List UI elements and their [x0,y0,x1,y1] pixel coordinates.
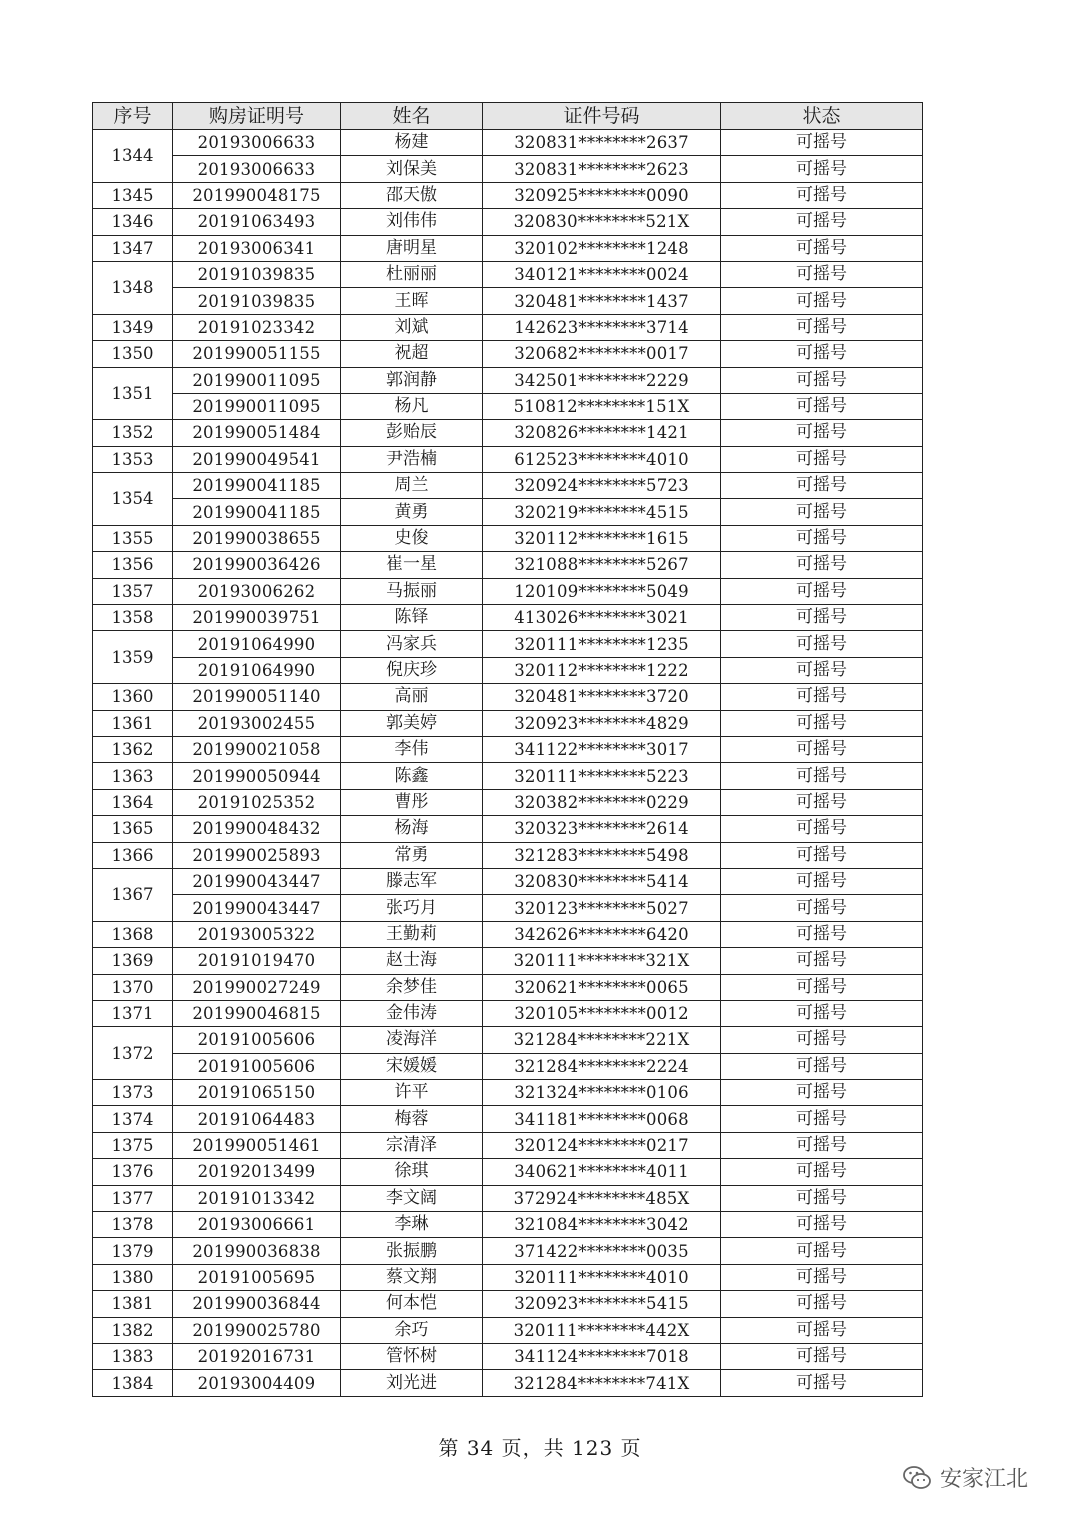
header-seq: 序号 [93,103,173,130]
cell-seq: 1352 [93,420,173,446]
table-row [93,895,923,921]
cell-status: 可摇号 [721,816,923,842]
cell-name: 李伟 [341,736,483,762]
cell-name: 祝超 [341,341,483,367]
cell-seq: 1347 [93,235,173,261]
cell-status: 可摇号 [721,473,923,499]
cell-id-number: 320111********4010 [483,1264,721,1290]
cell-name: 陈鑫 [341,763,483,789]
cell-name: 余巧 [341,1317,483,1343]
cell-id-number: 320831********2637 [483,130,721,156]
table-row [93,842,923,868]
cell-cert-no: 20191065150 [173,1080,341,1106]
cell-status: 可摇号 [721,1132,923,1158]
cell-name: 史俊 [341,525,483,551]
cell-seq: 1363 [93,763,173,789]
cell-id-number: 320111********1235 [483,631,721,657]
table-row [93,1053,923,1079]
cell-name: 赵士海 [341,948,483,974]
cell-id-number: 320105********0012 [483,1000,721,1026]
cell-cert-no: 20191023342 [173,314,341,340]
cell-seq: 1381 [93,1291,173,1317]
table-row [93,525,923,551]
cell-id-number: 320382********0229 [483,789,721,815]
cell-status: 可摇号 [721,684,923,710]
cell-name: 郭润静 [341,367,483,393]
cell-cert-no: 20193006633 [173,156,341,182]
table-row [93,1291,923,1317]
cell-seq: 1355 [93,525,173,551]
cell-name: 王晖 [341,288,483,314]
cell-seq: 1367 [93,868,173,921]
cell-status: 可摇号 [721,341,923,367]
cell-name: 凌海洋 [341,1027,483,1053]
cell-name: 尹浩楠 [341,446,483,472]
cell-status: 可摇号 [721,605,923,631]
table-body [93,130,923,1397]
cell-id-number: 612523********4010 [483,446,721,472]
cell-seq: 1353 [93,446,173,472]
table-row [93,235,923,261]
cell-cert-no: 20191025352 [173,789,341,815]
cell-name: 刘斌 [341,314,483,340]
table-row [93,367,923,393]
table-row [93,209,923,235]
table-row [93,948,923,974]
table-row [93,1080,923,1106]
table-row [93,314,923,340]
cell-seq: 1376 [93,1159,173,1185]
cell-status: 可摇号 [721,1106,923,1132]
table-row [93,763,923,789]
cell-status: 可摇号 [721,736,923,762]
header-name: 姓名 [341,103,483,130]
cell-cert-no: 20193002455 [173,710,341,736]
cell-status: 可摇号 [721,314,923,340]
cell-name: 曹彤 [341,789,483,815]
cell-seq: 1384 [93,1370,173,1396]
cell-name: 杜丽丽 [341,261,483,287]
wechat-icon [902,1465,932,1491]
cell-id-number: 321324********0106 [483,1080,721,1106]
table-row [93,631,923,657]
cell-cert-no: 201990021058 [173,736,341,762]
table-row [93,736,923,762]
cell-cert-no: 201990046815 [173,1000,341,1026]
cell-seq: 1365 [93,816,173,842]
cell-status: 可摇号 [721,209,923,235]
cell-status: 可摇号 [721,1027,923,1053]
cell-cert-no: 201990011095 [173,367,341,393]
table-row [93,1106,923,1132]
table-row [93,393,923,419]
table-row [93,130,923,156]
cell-status: 可摇号 [721,261,923,287]
cell-seq: 1373 [93,1080,173,1106]
cell-cert-no: 201990038655 [173,525,341,551]
cell-name: 张巧月 [341,895,483,921]
cell-name: 黄勇 [341,499,483,525]
cell-name: 梅蓉 [341,1106,483,1132]
cell-status: 可摇号 [721,288,923,314]
cell-status: 可摇号 [721,1212,923,1238]
cell-status: 可摇号 [721,1370,923,1396]
cell-id-number: 320219********4515 [483,499,721,525]
cell-cert-no: 20191039835 [173,288,341,314]
cell-id-number: 321284********2224 [483,1053,721,1079]
cell-id-number: 320481********1437 [483,288,721,314]
cell-cert-no: 201990036838 [173,1238,341,1264]
table-row [93,605,923,631]
cell-name: 马振丽 [341,578,483,604]
cell-seq: 1345 [93,182,173,208]
cell-cert-no: 20191005695 [173,1264,341,1290]
cell-name: 杨建 [341,130,483,156]
cell-id-number: 321088********5267 [483,552,721,578]
cell-cert-no: 20191013342 [173,1185,341,1211]
cell-name: 崔一星 [341,552,483,578]
cell-name: 唐明星 [341,235,483,261]
cell-name: 王勤莉 [341,921,483,947]
table-row [93,182,923,208]
table-row [93,446,923,472]
cell-id-number: 342626********6420 [483,921,721,947]
cell-cert-no: 201990011095 [173,393,341,419]
cell-id-number: 371422********0035 [483,1238,721,1264]
cell-cert-no: 201990027249 [173,974,341,1000]
cell-name: 余梦佳 [341,974,483,1000]
cell-id-number: 413026********3021 [483,605,721,631]
cell-status: 可摇号 [721,763,923,789]
cell-status: 可摇号 [721,525,923,551]
table-row [93,1238,923,1264]
cell-name: 陈铎 [341,605,483,631]
cell-name: 李琳 [341,1212,483,1238]
cell-cert-no: 20193004409 [173,1370,341,1396]
cell-id-number: 342501********2229 [483,367,721,393]
cell-id-number: 320830********521X [483,209,721,235]
cell-id-number: 320102********1248 [483,235,721,261]
cell-cert-no: 201990051461 [173,1132,341,1158]
cell-cert-no: 20193006341 [173,235,341,261]
cell-id-number: 320924********5723 [483,473,721,499]
table-row [93,261,923,287]
cell-id-number: 320111********442X [483,1317,721,1343]
cell-seq: 1371 [93,1000,173,1026]
cell-status: 可摇号 [721,552,923,578]
cell-seq: 1370 [93,974,173,1000]
cell-id-number: 320830********5414 [483,868,721,894]
cell-seq: 1356 [93,552,173,578]
cell-seq: 1360 [93,684,173,710]
cell-name: 高丽 [341,684,483,710]
cell-status: 可摇号 [721,921,923,947]
cell-cert-no: 20191005606 [173,1027,341,1053]
cell-name: 李文阔 [341,1185,483,1211]
cell-status: 可摇号 [721,446,923,472]
cell-cert-no: 201990025780 [173,1317,341,1343]
cell-name: 杨凡 [341,393,483,419]
cell-cert-no: 20193005322 [173,921,341,947]
cell-cert-no: 20191064990 [173,657,341,683]
cell-status: 可摇号 [721,974,923,1000]
cell-cert-no: 201990049541 [173,446,341,472]
cell-id-number: 320323********2614 [483,816,721,842]
cell-id-number: 321284********221X [483,1027,721,1053]
cell-name: 常勇 [341,842,483,868]
cell-seq: 1383 [93,1343,173,1369]
cell-name: 刘伟伟 [341,209,483,235]
cell-cert-no: 20191064483 [173,1106,341,1132]
cell-status: 可摇号 [721,1291,923,1317]
cell-seq: 1374 [93,1106,173,1132]
cell-seq: 1348 [93,261,173,314]
cell-name: 徐琪 [341,1159,483,1185]
cell-name: 冯家兵 [341,631,483,657]
cell-status: 可摇号 [721,895,923,921]
cell-status: 可摇号 [721,1185,923,1211]
table-row [93,1000,923,1026]
cell-cert-no: 201990036844 [173,1291,341,1317]
cell-cert-no: 20193006633 [173,130,341,156]
cell-name: 宗清泽 [341,1132,483,1158]
cell-cert-no: 20193006661 [173,1212,341,1238]
cell-cert-no: 201990041185 [173,499,341,525]
cell-status: 可摇号 [721,578,923,604]
cell-seq: 1364 [93,789,173,815]
cell-seq: 1378 [93,1212,173,1238]
cell-name: 周兰 [341,473,483,499]
cell-name: 管怀树 [341,1343,483,1369]
cell-name: 倪庆珍 [341,657,483,683]
cell-id-number: 320925********0090 [483,182,721,208]
cell-status: 可摇号 [721,1343,923,1369]
cell-id-number: 320831********2623 [483,156,721,182]
cell-status: 可摇号 [721,948,923,974]
table-row [93,1343,923,1369]
cell-seq: 1361 [93,710,173,736]
cell-seq: 1344 [93,130,173,183]
cell-id-number: 321283********5498 [483,842,721,868]
cell-cert-no: 201990039751 [173,605,341,631]
table-row [93,1159,923,1185]
cell-id-number: 320621********0065 [483,974,721,1000]
cell-status: 可摇号 [721,657,923,683]
cell-name: 张振鹏 [341,1238,483,1264]
cell-cert-no: 201990043447 [173,868,341,894]
cell-seq: 1354 [93,473,173,526]
watermark-text: 安家江北 [940,1467,1029,1492]
cell-id-number: 320481********3720 [483,684,721,710]
cell-id-number: 321084********3042 [483,1212,721,1238]
cell-id-number: 320123********5027 [483,895,721,921]
table-row [93,1370,923,1396]
table-row [93,341,923,367]
cell-id-number: 320112********1222 [483,657,721,683]
cell-id-number: 320826********1421 [483,420,721,446]
cell-name: 邵天傲 [341,182,483,208]
cell-id-number: 340621********4011 [483,1159,721,1185]
cell-cert-no: 20191039835 [173,261,341,287]
header-id-number: 证件号码 [483,103,721,130]
header-cert-no: 购房证明号 [173,103,341,130]
cell-status: 可摇号 [721,1238,923,1264]
cell-name: 蔡文翔 [341,1264,483,1290]
table-row [93,499,923,525]
cell-id-number: 320923********4829 [483,710,721,736]
cell-id-number: 321284********741X [483,1370,721,1396]
cell-id-number: 320124********0217 [483,1132,721,1158]
table-row [93,868,923,894]
cell-name: 郭美婷 [341,710,483,736]
cell-name: 刘光进 [341,1370,483,1396]
cell-status: 可摇号 [721,367,923,393]
cell-cert-no: 201990043447 [173,895,341,921]
cell-name: 杨海 [341,816,483,842]
cell-id-number: 320111********321X [483,948,721,974]
cell-status: 可摇号 [721,130,923,156]
cell-status: 可摇号 [721,710,923,736]
table-row [93,974,923,1000]
table-row [93,1027,923,1053]
cell-cert-no: 201990036426 [173,552,341,578]
cell-status: 可摇号 [721,842,923,868]
cell-name: 何本恺 [341,1291,483,1317]
cell-seq: 1382 [93,1317,173,1343]
cell-cert-no: 201990041185 [173,473,341,499]
cell-cert-no: 201990051155 [173,341,341,367]
table-row [93,684,923,710]
cell-id-number: 320682********0017 [483,341,721,367]
cell-name: 宋媛媛 [341,1053,483,1079]
cell-id-number: 341122********3017 [483,736,721,762]
cell-seq: 1362 [93,736,173,762]
table-row [93,789,923,815]
table-row [93,552,923,578]
cell-status: 可摇号 [721,420,923,446]
table-row [93,1185,923,1211]
cell-seq: 1379 [93,1238,173,1264]
table-header-row [93,103,923,130]
cell-cert-no: 201990050944 [173,763,341,789]
cell-id-number: 341124********7018 [483,1343,721,1369]
cell-status: 可摇号 [721,182,923,208]
cell-seq: 1368 [93,921,173,947]
cell-seq: 1369 [93,948,173,974]
cell-cert-no: 201990051140 [173,684,341,710]
cell-status: 可摇号 [721,1159,923,1185]
cell-cert-no: 20191064990 [173,631,341,657]
cell-seq: 1357 [93,578,173,604]
table-row [93,473,923,499]
header-status: 状态 [721,103,923,130]
cell-cert-no: 20191005606 [173,1053,341,1079]
cell-cert-no: 201990048175 [173,182,341,208]
cell-status: 可摇号 [721,1264,923,1290]
cell-status: 可摇号 [721,1053,923,1079]
cell-id-number: 320111********5223 [483,763,721,789]
cell-id-number: 320112********1615 [483,525,721,551]
cell-cert-no: 201990025893 [173,842,341,868]
cell-status: 可摇号 [721,1317,923,1343]
cell-seq: 1366 [93,842,173,868]
cell-seq: 1350 [93,341,173,367]
table-row [93,420,923,446]
cell-cert-no: 201990048432 [173,816,341,842]
cell-seq: 1375 [93,1132,173,1158]
cell-cert-no: 20193006262 [173,578,341,604]
cell-cert-no: 20191063493 [173,209,341,235]
cell-id-number: 341181********0068 [483,1106,721,1132]
cell-cert-no: 20191019470 [173,948,341,974]
table-row [93,921,923,947]
cell-cert-no: 20192016731 [173,1343,341,1369]
cell-name: 滕志军 [341,868,483,894]
cell-status: 可摇号 [721,393,923,419]
cell-seq: 1358 [93,605,173,631]
cell-cert-no: 201990051484 [173,420,341,446]
cell-id-number: 510812********151X [483,393,721,419]
cell-id-number: 340121********0024 [483,261,721,287]
table-row [93,657,923,683]
page-number: 第 34 页，共 123 页 [438,1436,642,1460]
table-row [93,816,923,842]
cell-name: 彭贻辰 [341,420,483,446]
cell-seq: 1349 [93,314,173,340]
cell-seq: 1380 [93,1264,173,1290]
table-row [93,710,923,736]
cell-cert-no: 20192013499 [173,1159,341,1185]
cell-status: 可摇号 [721,235,923,261]
watermark [902,1462,1028,1493]
housing-lottery-table [92,102,923,1397]
cell-seq: 1372 [93,1027,173,1080]
cell-seq: 1377 [93,1185,173,1211]
cell-name: 刘保美 [341,156,483,182]
cell-name: 许平 [341,1080,483,1106]
cell-status: 可摇号 [721,789,923,815]
table-row [93,156,923,182]
cell-name: 金伟涛 [341,1000,483,1026]
table-row [93,1264,923,1290]
table-row [93,1317,923,1343]
cell-status: 可摇号 [721,1000,923,1026]
cell-id-number: 142623********3714 [483,314,721,340]
cell-status: 可摇号 [721,156,923,182]
cell-seq: 1351 [93,367,173,420]
cell-id-number: 320923********5415 [483,1291,721,1317]
table-row [93,578,923,604]
cell-status: 可摇号 [721,499,923,525]
cell-status: 可摇号 [721,631,923,657]
cell-status: 可摇号 [721,868,923,894]
table-row [93,1212,923,1238]
cell-id-number: 372924********485X [483,1185,721,1211]
cell-seq: 1346 [93,209,173,235]
cell-id-number: 120109********5049 [483,578,721,604]
table-row [93,1132,923,1158]
cell-status: 可摇号 [721,1080,923,1106]
cell-seq: 1359 [93,631,173,684]
table-row [93,288,923,314]
